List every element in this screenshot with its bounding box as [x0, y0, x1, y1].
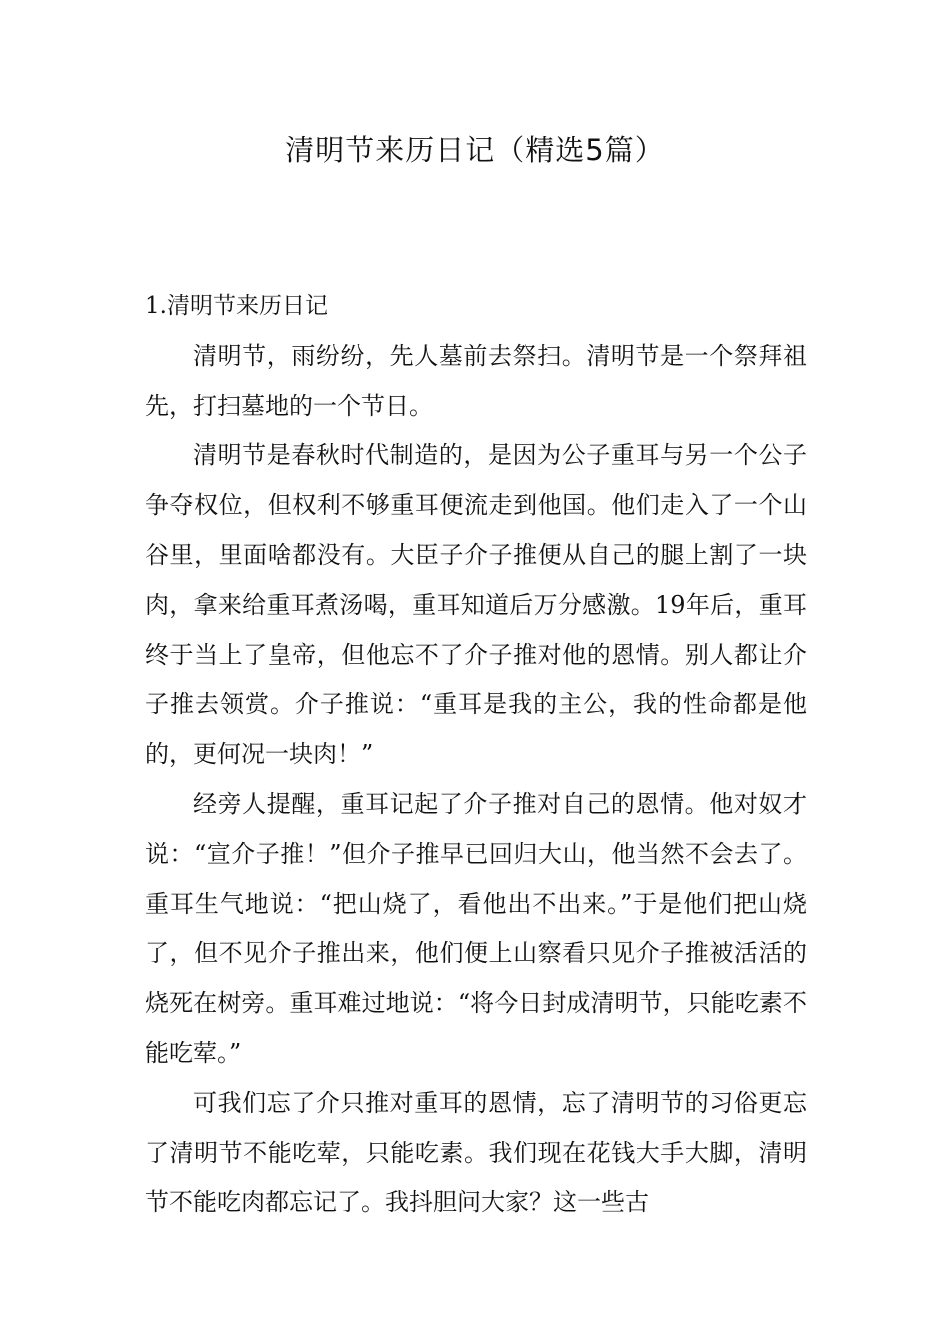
section-heading: 1.清明节来历日记	[145, 293, 328, 319]
paragraph-4: 可我们忘了介只推对重耳的恩情，忘了清明节的习俗更忘了清明节不能吃荤，只能吃素。我们现在花钱大手大脚，清明节不能吃肉都忘记了。我抖胆问大家？这一些古	[145, 1088, 807, 1217]
document-title: 清明节来历日记（精选5篇）	[285, 133, 665, 167]
paragraph-3: 经旁人提醒，重耳记起了介子推对自己的恩情。他对奴才说：“宣介子推！”但介子推早已回归大山，他当然不会去了。重耳生气地说：“把山烧了，看他出不出来。”于是他们把山烧了，但不见介子推出来，他们便上山察看只见介子推被活活的烧死在树旁。重耳难过地说：“将今日封成清明节，只能吃素不能吃荤。”	[145, 789, 807, 1067]
document-body	[145, 282, 807, 1228]
paragraph-1: 清明节，雨纷纷，先人墓前去祭扫。清明节是一个祭拜祖先，打扫墓地的一个节日。	[145, 341, 807, 420]
paragraph-2: 清明节是春秋时代制造的，是因为公子重耳与另一个公子争夺权位，但权利不够重耳便流走到他国。他们走入了一个山谷里，里面啥都没有。大臣子介子推便从自己的腿上割了一块肉，拿来给重耳煮汤喝，重耳知道后万分感激。19年后，重耳终于当上了皇帝，但他忘不了介子推对他的恩情。别人都让介子推去领赏。介子推说：“重耳是我的主公，我的性命都是他的，更何况一块肉！”	[145, 441, 807, 769]
